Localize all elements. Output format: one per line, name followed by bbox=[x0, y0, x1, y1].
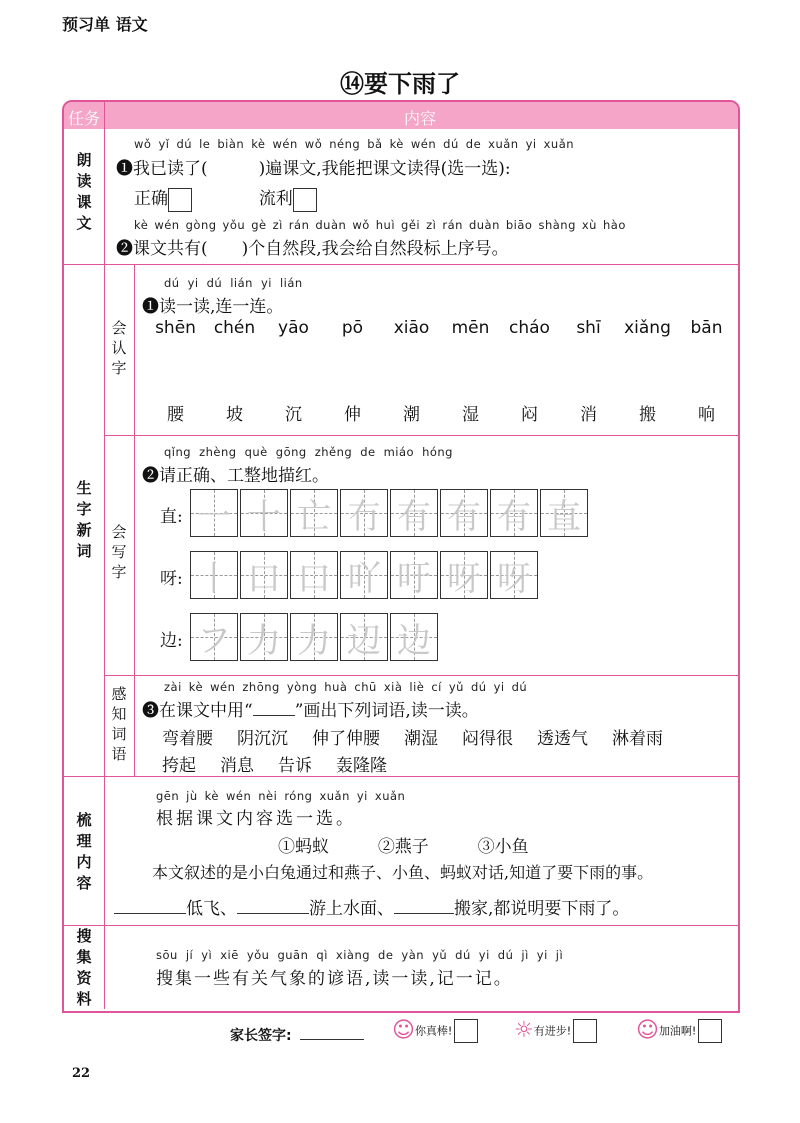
trace-stroke: 边 bbox=[397, 620, 431, 661]
hanzi: 搬 bbox=[639, 405, 656, 425]
pinyin-syllable: yǐ bbox=[158, 137, 170, 151]
question-read-connect: ❶读一读,连一连。 bbox=[142, 297, 284, 317]
pinyin-syllable: yì bbox=[201, 948, 213, 962]
pinyin-syllable: xuǎn bbox=[488, 137, 519, 151]
pinyin-option: cháo bbox=[509, 318, 550, 338]
collect-instruction: 搜集一些有关气象的谚语,读一读,记一记。 bbox=[156, 969, 513, 989]
pinyin-syllable: lián bbox=[279, 276, 303, 290]
pinyin-syllable: wǒ bbox=[352, 218, 370, 232]
writing-cell[interactable] bbox=[290, 551, 338, 599]
question-trace: ❷请正确、工整地描红。 bbox=[142, 466, 329, 486]
trace-stroke: 直 bbox=[547, 496, 581, 537]
writing-cell[interactable] bbox=[490, 551, 538, 599]
pinyin-syllable: kè bbox=[134, 218, 149, 232]
vocab-word: 告诉 bbox=[278, 756, 312, 776]
pinyin-option: bān bbox=[690, 318, 723, 338]
fill-blank-3[interactable] bbox=[394, 913, 454, 914]
bullet-3: ❸ bbox=[142, 701, 159, 721]
pinyin-syllable: xuǎn bbox=[543, 137, 575, 151]
smiley-sun-icon: ☼ bbox=[514, 1018, 534, 1043]
writing-cell[interactable] bbox=[240, 551, 288, 599]
pinyin-syllable: yǔ bbox=[448, 680, 464, 694]
pinyin-option: chén bbox=[213, 318, 256, 338]
lesson-title: 要下雨了 bbox=[364, 70, 460, 98]
sub-row-divider bbox=[104, 435, 738, 436]
pinyin-line bbox=[156, 789, 412, 803]
pinyin-syllable: rán bbox=[442, 218, 463, 232]
checkbox-fluent[interactable] bbox=[293, 188, 317, 212]
trace-stroke: 有 bbox=[497, 496, 531, 537]
pinyin-syllable: yǔ bbox=[432, 948, 448, 962]
trace-stroke: 十 bbox=[247, 496, 281, 537]
pinyin-syllable: hóng bbox=[422, 445, 453, 459]
pinyin-row bbox=[146, 318, 736, 342]
pinyin-syllable: wén bbox=[154, 218, 180, 232]
trace-stroke: 呀 bbox=[447, 558, 481, 599]
pinyin-option: yāo bbox=[278, 318, 309, 338]
pinyin-syllable: gōng bbox=[275, 445, 307, 459]
pinyin-syllable: huì bbox=[375, 218, 396, 232]
trace-stroke: 力 bbox=[247, 620, 281, 661]
hanzi: 坡 bbox=[226, 405, 243, 425]
writing-grid bbox=[160, 489, 600, 664]
hanzi: 消 bbox=[580, 405, 597, 425]
pinyin-syllable: wén bbox=[210, 680, 236, 694]
pinyin-option: shī bbox=[576, 318, 601, 338]
writing-cell[interactable] bbox=[540, 489, 588, 537]
vocab-word: 伸了伸腰 bbox=[312, 729, 380, 749]
pinyin-syllable: dú bbox=[443, 137, 459, 151]
rating-progress: ☼有进步! bbox=[514, 1018, 597, 1043]
pinyin-option: xiǎng bbox=[624, 318, 671, 338]
bullet-1: ❶ bbox=[116, 159, 133, 179]
trace-stroke: 有 bbox=[397, 496, 431, 537]
trace-stroke: 冇 bbox=[347, 496, 381, 537]
pinyin-syllable: liè bbox=[409, 680, 425, 694]
question-2: ❷课文共有( )个自然段,我会给自然段标上序号。 bbox=[116, 239, 509, 259]
rating-progress-box[interactable] bbox=[573, 1019, 597, 1043]
pinyin-option: xiāo bbox=[393, 318, 430, 338]
section-label-reading: 朗 读 课 文 bbox=[76, 151, 92, 232]
pinyin-syllable: xiàng bbox=[335, 948, 371, 962]
pinyin-syllable: zì bbox=[426, 218, 437, 232]
hanzi: 沉 bbox=[285, 405, 302, 425]
vocab-word: 消息 bbox=[220, 756, 254, 776]
pinyin-syllable: dú bbox=[164, 276, 180, 290]
pinyin-line bbox=[164, 680, 534, 694]
vocab-word: 弯着腰 bbox=[162, 729, 213, 749]
parent-sign-label: 家长签字: bbox=[230, 1028, 292, 1044]
checkbox-correct[interactable] bbox=[168, 188, 192, 212]
pinyin-syllable: yi bbox=[536, 948, 548, 962]
rating-cheer-box[interactable] bbox=[698, 1019, 722, 1043]
vocab-word: 阴沉沉 bbox=[237, 729, 288, 749]
option-swallow: ②燕子 bbox=[377, 837, 429, 857]
pinyin-syllable: xuǎn bbox=[319, 789, 350, 803]
vocab-word: 闷得很 bbox=[462, 729, 513, 749]
writing-cell[interactable] bbox=[440, 551, 488, 599]
pinyin-syllable: duàn bbox=[468, 218, 500, 232]
pinyin-line bbox=[156, 948, 571, 962]
pinyin-syllable: yi bbox=[260, 276, 272, 290]
sub-column-divider bbox=[134, 264, 135, 776]
row-divider bbox=[64, 925, 738, 926]
sub-row-divider bbox=[104, 675, 738, 676]
pinyin-syllable: biàn bbox=[217, 137, 245, 151]
pinyin-syllable: wén bbox=[272, 137, 298, 151]
pinyin-syllable: dú bbox=[176, 137, 193, 151]
sublabel-words: 感 知 词 语 bbox=[111, 685, 127, 763]
hanzi: 响 bbox=[698, 405, 715, 425]
fill-blank-1[interactable] bbox=[114, 913, 186, 914]
trace-stroke: 口 bbox=[297, 558, 331, 599]
pinyin-syllable: róng bbox=[284, 789, 313, 803]
pinyin-line bbox=[134, 218, 632, 232]
question-1: ❶我已读了( )遍课文,我能把课文读得(选一选): bbox=[116, 159, 511, 179]
bullet-2: ❷ bbox=[142, 466, 159, 486]
underline-sample bbox=[253, 715, 295, 716]
hanzi: 腰 bbox=[167, 405, 184, 425]
pinyin-syllable: yǒu bbox=[222, 218, 246, 232]
pinyin-option: shēn bbox=[155, 318, 196, 338]
bullet-1: ❶ bbox=[142, 297, 159, 317]
pinyin-syllable: jí bbox=[185, 948, 194, 962]
pinyin-syllable: de bbox=[378, 948, 394, 962]
pinyin-syllable: dú bbox=[455, 948, 471, 962]
summary-sentence: 本文叙述的是小白兔通过和燕子、小鱼、蚂蚁对话,知道了要下雨的事。 bbox=[152, 863, 654, 882]
pinyin-syllable: yòng bbox=[286, 680, 318, 694]
writing-cell[interactable] bbox=[240, 613, 288, 661]
pinyin-syllable: de bbox=[465, 137, 482, 151]
vocab-word: 透透气 bbox=[537, 729, 588, 749]
writing-cell[interactable] bbox=[340, 613, 388, 661]
section-label-summary: 梳 理 内 容 bbox=[76, 811, 92, 892]
hanzi: 闷 bbox=[521, 405, 538, 425]
trace-stroke: 吖 bbox=[347, 558, 381, 599]
trace-stroke: 有 bbox=[447, 496, 481, 537]
trace-stroke: 亡 bbox=[297, 496, 331, 537]
pinyin-syllable: jì bbox=[555, 948, 564, 962]
word-list-1 bbox=[162, 724, 687, 749]
vocab-word: 淋着雨 bbox=[612, 729, 663, 749]
summary-options bbox=[278, 832, 529, 857]
vocab-word: 挎起 bbox=[162, 756, 196, 776]
pinyin-syllable: dú bbox=[497, 948, 514, 962]
rating-great: ☺你真棒! bbox=[392, 1018, 478, 1043]
pinyin-syllable: de bbox=[360, 445, 376, 459]
option-correct: 正确 bbox=[134, 189, 168, 209]
lesson-number: ⑭ bbox=[340, 70, 364, 98]
row-divider bbox=[64, 264, 738, 265]
writing-cell[interactable] bbox=[390, 551, 438, 599]
pinyin-syllable: wǒ bbox=[304, 137, 323, 151]
pinyin-syllable: jù bbox=[186, 789, 198, 803]
header-task: 任务 bbox=[67, 109, 100, 128]
writing-cell[interactable] bbox=[440, 489, 488, 537]
pinyin-syllable: kè bbox=[188, 680, 204, 694]
writing-cell[interactable] bbox=[190, 551, 238, 599]
row-divider bbox=[64, 776, 738, 777]
pinyin-syllable: gēn bbox=[156, 789, 180, 803]
pinyin-syllable: dú bbox=[206, 276, 223, 290]
pinyin-syllable: chū bbox=[354, 680, 377, 694]
smiley-crown-icon: ☺ bbox=[636, 1018, 659, 1043]
writing-cell[interactable] bbox=[290, 489, 338, 537]
pinyin-syllable: gěi bbox=[401, 218, 421, 232]
writing-cell[interactable] bbox=[190, 489, 238, 537]
word-list-2 bbox=[162, 751, 411, 776]
fill-blank-2[interactable] bbox=[237, 913, 309, 914]
pinyin-syllable: miáo bbox=[383, 445, 415, 459]
page-number: 22 bbox=[72, 1066, 91, 1081]
hanzi: 湿 bbox=[462, 405, 479, 425]
writing-cell[interactable] bbox=[190, 613, 238, 661]
summary-instruction: 根据课文内容选一选。 bbox=[156, 809, 356, 829]
pinyin-syllable: yi bbox=[525, 137, 537, 151]
pinyin-syllable: kè bbox=[389, 137, 404, 151]
pinyin-syllable: kè bbox=[204, 789, 219, 803]
parent-sign-field[interactable] bbox=[300, 1039, 364, 1040]
pinyin-syllable: huà bbox=[324, 680, 348, 694]
pinyin-line bbox=[164, 276, 311, 290]
pinyin-syllable: rán bbox=[288, 218, 310, 232]
pinyin-option: mēn bbox=[451, 318, 490, 338]
summary-fill: 低飞、 游上水面、 搬家,都说明要下雨了。 bbox=[114, 894, 629, 919]
page-tag: 预习单 语文 bbox=[62, 15, 148, 34]
pinyin-syllable: què bbox=[244, 445, 268, 459]
pinyin-syllable: gè bbox=[251, 218, 267, 232]
smiley-sunglasses-icon: ☺ bbox=[392, 1018, 415, 1043]
rating-cheer: ☺加油啊! bbox=[636, 1018, 722, 1043]
write-row-label: 呀: bbox=[160, 569, 183, 589]
writing-cell[interactable] bbox=[240, 489, 288, 537]
trace-stroke: 口 bbox=[247, 558, 281, 599]
pinyin-syllable: yàn bbox=[401, 948, 425, 962]
pinyin-syllable: kè bbox=[251, 137, 266, 151]
pinyin-syllable: wǒ bbox=[134, 137, 152, 151]
pinyin-syllable: dú bbox=[511, 680, 528, 694]
trace-stroke: 呀 bbox=[497, 558, 531, 599]
pinyin-syllable: xiē bbox=[220, 948, 239, 962]
pinyin-syllable: biāo bbox=[505, 218, 533, 232]
option-fish: ③小鱼 bbox=[477, 837, 529, 857]
pinyin-syllable: zhōng bbox=[242, 680, 280, 694]
pinyin-syllable: xù bbox=[581, 218, 597, 232]
pinyin-line bbox=[164, 445, 461, 459]
pinyin-syllable: yi bbox=[187, 276, 199, 290]
trace-stroke: 丨 bbox=[197, 558, 231, 599]
sublabel-write: 会 写 字 bbox=[111, 523, 127, 581]
vocab-word: 轰隆隆 bbox=[336, 756, 387, 776]
trace-stroke: フ bbox=[197, 620, 231, 661]
pinyin-syllable: xià bbox=[383, 680, 403, 694]
writing-cell[interactable] bbox=[340, 551, 388, 599]
hanzi: 潮 bbox=[403, 405, 420, 425]
vocab-word: 潮湿 bbox=[404, 729, 438, 749]
pinyin-syllable: hào bbox=[602, 218, 626, 232]
pinyin-syllable: cí bbox=[431, 680, 442, 694]
pinyin-syllable: le bbox=[199, 137, 211, 151]
writing-cell[interactable] bbox=[390, 613, 438, 661]
pinyin-syllable: dú bbox=[470, 680, 487, 694]
pinyin-syllable: jì bbox=[521, 948, 529, 962]
pinyin-syllable: duàn bbox=[315, 218, 347, 232]
question-underline: ❸在课文中用“ ”画出下列词语,读一读。 bbox=[142, 701, 479, 721]
pinyin-syllable: qǐng bbox=[164, 445, 192, 459]
hanzi: 伸 bbox=[344, 405, 361, 425]
char-row bbox=[146, 400, 736, 424]
header-content: 内容 bbox=[403, 109, 436, 128]
pinyin-syllable: guān bbox=[277, 948, 309, 962]
read-options bbox=[134, 184, 317, 212]
pinyin-syllable: zhèng bbox=[199, 445, 237, 459]
writing-cell[interactable] bbox=[340, 489, 388, 537]
pinyin-syllable: nèi bbox=[258, 789, 278, 803]
sublabel-recognize: 会 认 字 bbox=[111, 319, 127, 377]
option-fluent: 流利 bbox=[258, 189, 293, 209]
pinyin-syllable: yi bbox=[356, 789, 368, 803]
pinyin-syllable: zhěng bbox=[314, 445, 353, 459]
pinyin-syllable: néng bbox=[329, 137, 361, 151]
pinyin-syllable: sōu bbox=[156, 948, 178, 962]
option-ant: ①蚂蚁 bbox=[278, 837, 329, 857]
pinyin-syllable: xuǎn bbox=[374, 789, 406, 803]
trace-stroke: 力 bbox=[297, 620, 331, 661]
lesson-title-wrap bbox=[0, 64, 800, 99]
section-label-collect: 搜 集 资 料 bbox=[76, 927, 92, 1008]
parent-sign bbox=[230, 1025, 364, 1045]
bullet-2: ❷ bbox=[116, 239, 133, 259]
pinyin-syllable: gòng bbox=[185, 218, 217, 232]
pinyin-syllable: yi bbox=[493, 680, 505, 694]
rating-great-box[interactable] bbox=[454, 1019, 478, 1043]
trace-stroke: 辺 bbox=[347, 620, 381, 661]
pinyin-syllable: shàng bbox=[538, 218, 576, 232]
pinyin-syllable: wén bbox=[410, 137, 437, 151]
trace-stroke: 一 bbox=[197, 496, 231, 537]
pinyin-syllable: wén bbox=[225, 789, 252, 803]
trace-stroke: 吁 bbox=[397, 558, 431, 599]
section-label-new-words: 生 字 新 词 bbox=[76, 479, 92, 560]
writing-cell[interactable] bbox=[290, 613, 338, 661]
writing-cell[interactable] bbox=[490, 489, 538, 537]
write-row-label: 边: bbox=[160, 631, 183, 651]
pinyin-syllable: lián bbox=[230, 276, 253, 290]
pinyin-syllable: qì bbox=[316, 948, 328, 962]
pinyin-line bbox=[134, 137, 581, 151]
write-row-label: 直: bbox=[160, 507, 183, 527]
pinyin-syllable: zài bbox=[164, 680, 182, 694]
pinyin-syllable: zì bbox=[272, 218, 283, 232]
pinyin-syllable: yǒu bbox=[246, 948, 270, 962]
pinyin-option: pō bbox=[341, 318, 364, 338]
pinyin-syllable: bǎ bbox=[367, 137, 383, 151]
pinyin-syllable: yi bbox=[478, 948, 490, 962]
writing-cell[interactable] bbox=[390, 489, 438, 537]
